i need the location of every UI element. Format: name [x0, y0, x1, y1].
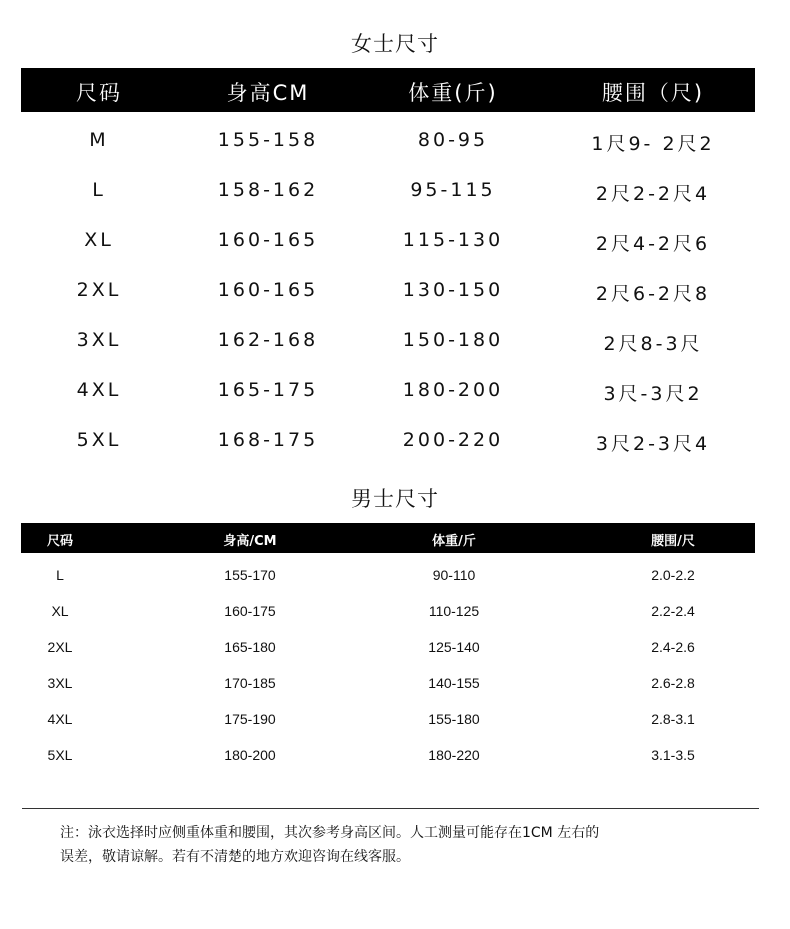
men-cell-size: 4XL [47, 711, 73, 727]
men-cell-weight: 140-155 [428, 675, 480, 691]
women-cell-size: 3XL [76, 329, 122, 351]
men-cell-height: 155-170 [224, 567, 276, 583]
men-cell-weight: 110-125 [428, 603, 480, 619]
men-cell-weight: 180-220 [428, 747, 480, 763]
size-note-line: 误差，敬请谅解。若有不清楚的地方欢迎咨询在线客服。 [60, 849, 410, 865]
men-header-height: 身高/CM [223, 534, 277, 549]
men-cell-height: 165-180 [224, 639, 276, 655]
men-table-header [21, 523, 755, 553]
women-cell-waist: 2尺6-2尺8 [595, 283, 711, 305]
men-cell-height: 180-200 [224, 747, 276, 763]
men-cell-waist: 2.0-2.2 [651, 567, 695, 583]
women-header-height: 身高CM [226, 81, 310, 105]
size-note-line: 注：泳衣选择时应侧重体重和腰围，其次参考身高区间。人工测量可能存在1CM 左右的 [60, 825, 600, 841]
women-cell-size: XL [84, 229, 114, 251]
women-cell-size: M [89, 129, 109, 151]
women-table-row [21, 177, 755, 207]
men-cell-height: 170-185 [224, 675, 276, 691]
men-table-row [21, 637, 755, 661]
women-cell-weight: 180-200 [402, 379, 504, 401]
women-table-header [21, 68, 755, 112]
men-header-waist: 腰围/尺 [651, 534, 695, 549]
men-cell-size: L [56, 567, 64, 583]
women-header-weight: 体重(斤) [408, 81, 498, 105]
women-cell-weight: 200-220 [402, 429, 504, 451]
men-cell-size: 2XL [47, 639, 73, 655]
women-cell-waist: 3尺2-3尺4 [595, 433, 711, 455]
women-cell-waist: 2尺4-2尺6 [595, 233, 711, 255]
men-header-size: 尺码 [46, 534, 74, 549]
women-cell-height: 158-162 [217, 179, 319, 201]
women-header-size: 尺码 [76, 81, 122, 105]
men-size-title: 男士尺寸 [351, 487, 439, 511]
women-cell-weight: 95-115 [410, 179, 496, 201]
men-cell-height: 175-190 [224, 711, 276, 727]
women-table-row [21, 327, 755, 357]
women-cell-weight: 130-150 [402, 279, 504, 301]
men-header-weight: 体重/斤 [432, 534, 476, 549]
women-cell-weight: 115-130 [402, 229, 504, 251]
men-cell-waist: 2.6-2.8 [651, 675, 695, 691]
men-table-row [21, 601, 755, 625]
women-cell-waist: 2尺2-2尺4 [595, 183, 711, 205]
men-table-row [21, 709, 755, 733]
men-cell-waist: 2.4-2.6 [651, 639, 695, 655]
women-header-waist: 腰围（尺) [601, 81, 705, 105]
men-cell-weight: 125-140 [428, 639, 480, 655]
women-table-row [21, 277, 755, 307]
men-cell-waist: 3.1-3.5 [651, 747, 695, 763]
men-table-row [21, 673, 755, 697]
women-cell-size: 5XL [76, 429, 122, 451]
men-cell-weight: 90-110 [432, 567, 476, 583]
women-cell-height: 160-165 [217, 279, 319, 301]
footer-divider [22, 808, 759, 809]
women-cell-size: 4XL [76, 379, 122, 401]
women-table-row [21, 377, 755, 407]
men-table-row [21, 745, 755, 769]
women-cell-height: 160-165 [217, 229, 319, 251]
size-note [60, 821, 750, 869]
women-cell-waist: 1尺9- 2尺2 [591, 133, 715, 155]
women-cell-height: 165-175 [217, 379, 319, 401]
men-cell-size: XL [51, 603, 69, 619]
women-table-row [21, 127, 755, 157]
women-cell-waist: 3尺-3尺2 [603, 383, 703, 405]
women-cell-waist: 2尺8-3尺 [603, 333, 703, 355]
men-cell-waist: 2.2-2.4 [651, 603, 695, 619]
women-size-title: 女士尺寸 [351, 32, 439, 56]
men-cell-weight: 155-180 [428, 711, 480, 727]
men-cell-size: 5XL [47, 747, 73, 763]
women-cell-height: 162-168 [217, 329, 319, 351]
women-cell-height: 168-175 [217, 429, 319, 451]
men-table-row [21, 565, 755, 589]
women-cell-size: L [92, 179, 106, 201]
men-cell-size: 3XL [47, 675, 73, 691]
women-table-row [21, 227, 755, 257]
women-cell-height: 155-158 [217, 129, 319, 151]
women-cell-weight: 80-95 [417, 129, 489, 151]
women-table-row [21, 427, 755, 457]
women-cell-weight: 150-180 [402, 329, 504, 351]
men-cell-height: 160-175 [224, 603, 276, 619]
men-cell-waist: 2.8-3.1 [651, 711, 695, 727]
women-cell-size: 2XL [76, 279, 122, 301]
